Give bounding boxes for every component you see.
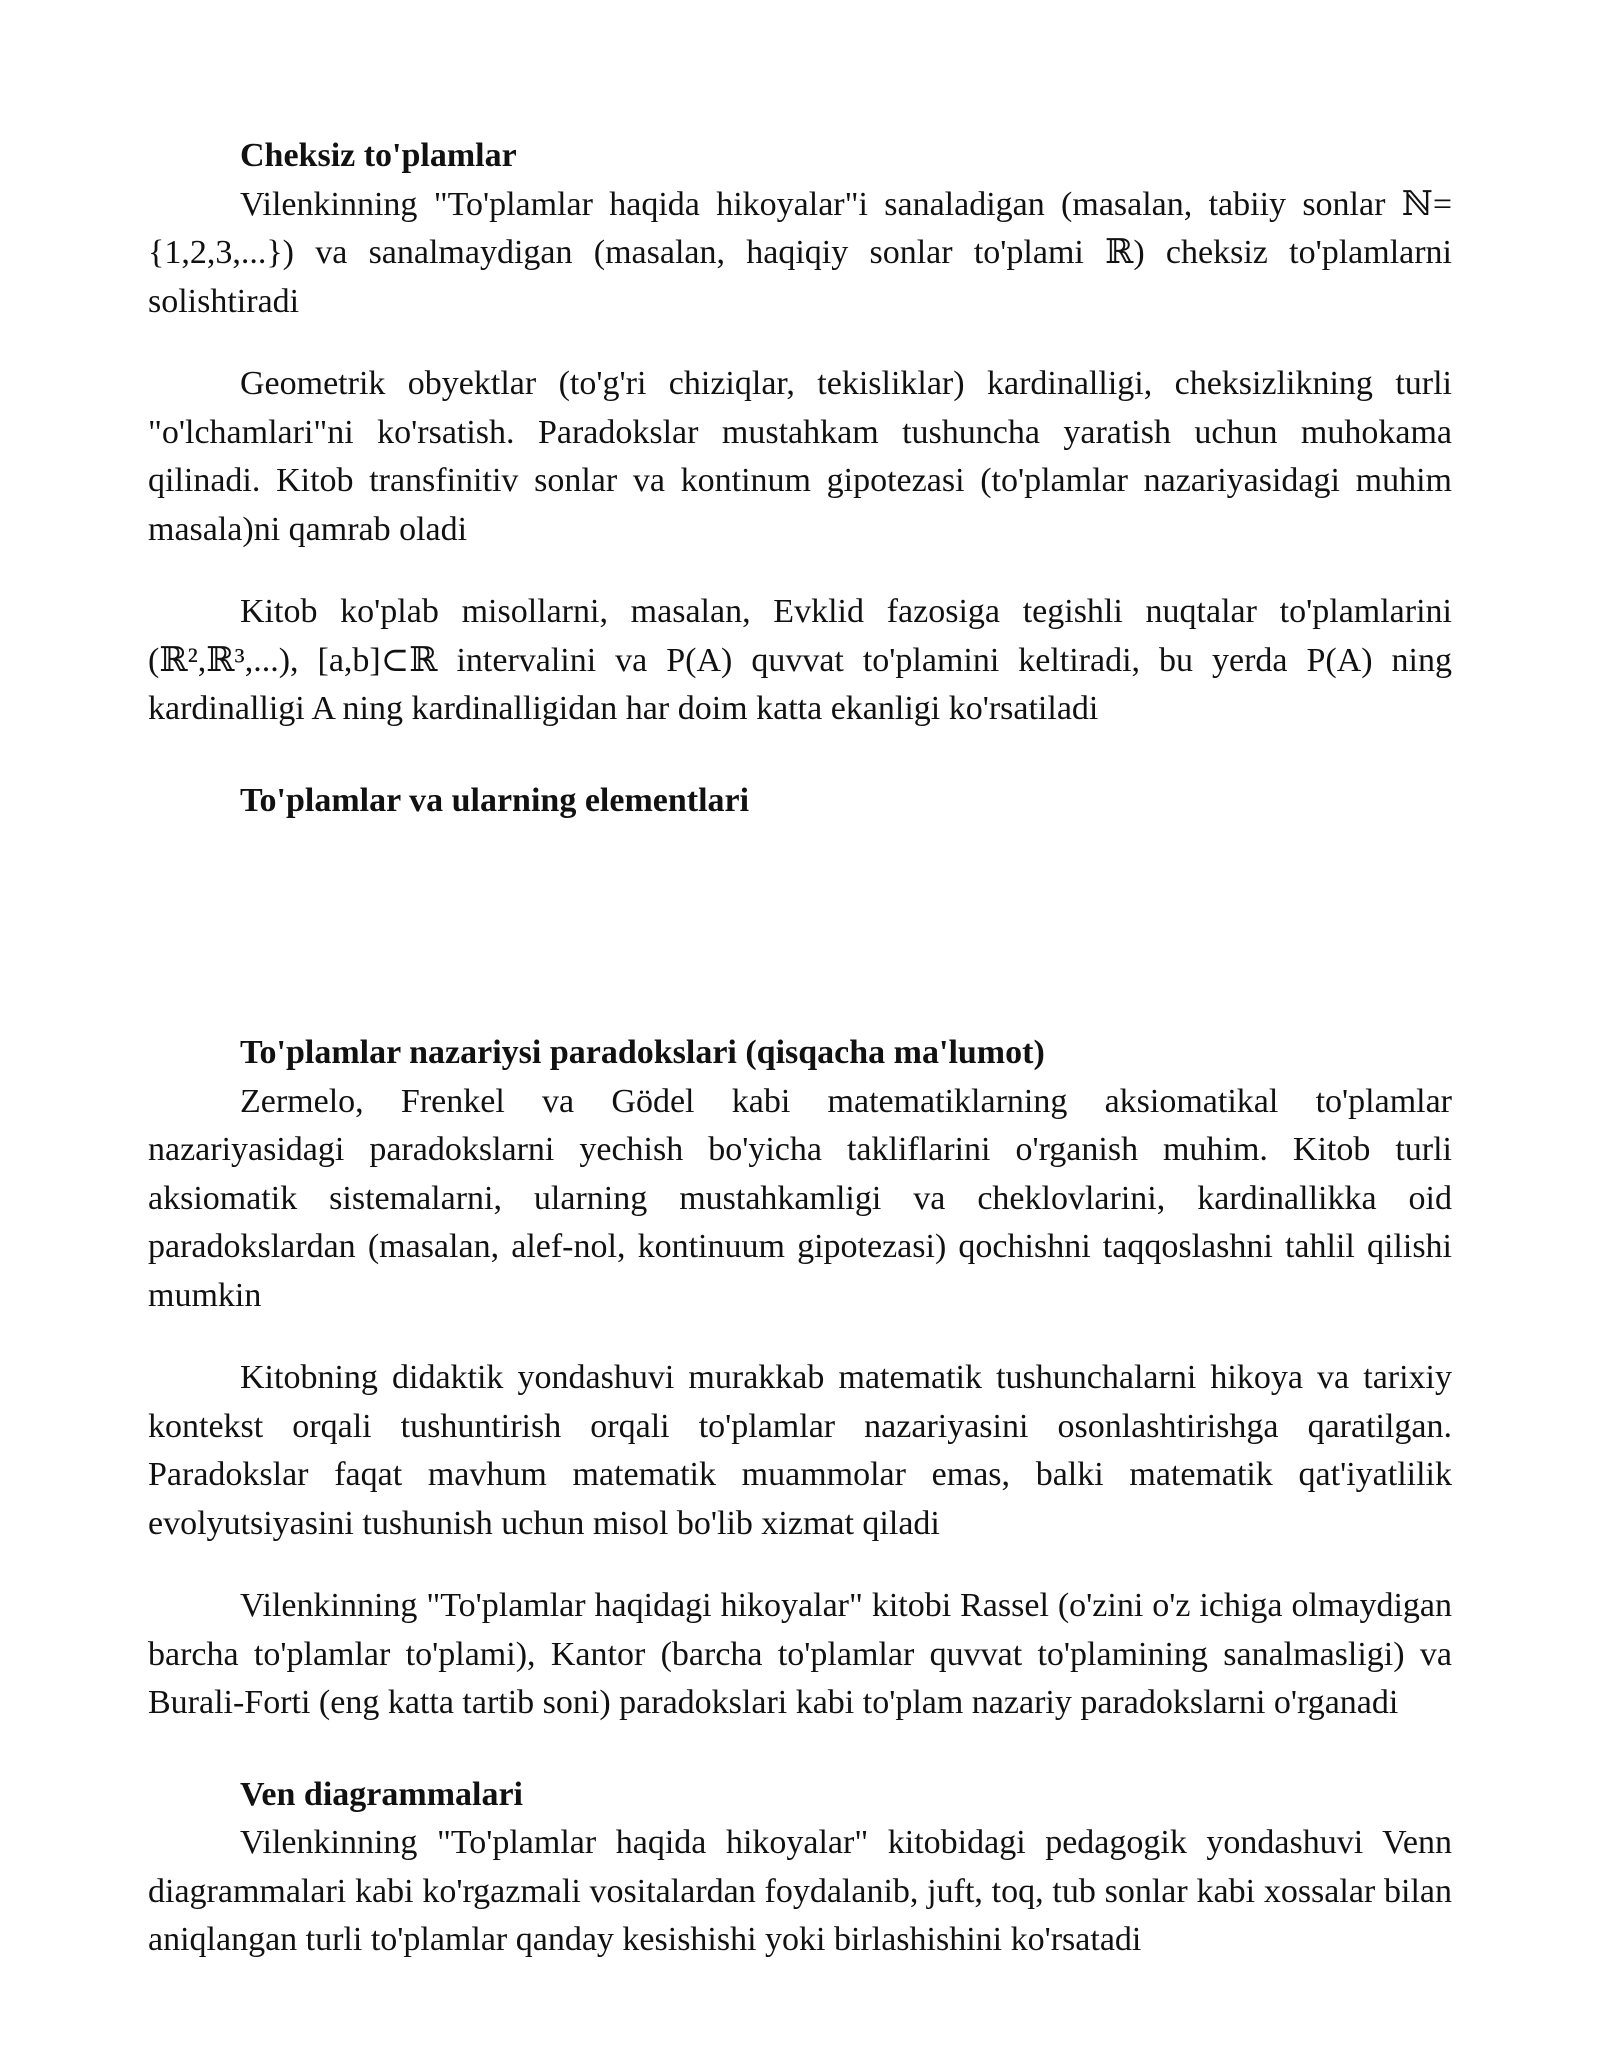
paragraph: Zermelo, Frenkel va Gödel kabi matematiklarning aksiomatikal to'plamlar nazariyasidagi paradokslarni yechish bo'yicha takliflarini o'rganish muhim. Kitob turli aksiomatik sistemalarni, ularning mustahkamligi va cheklovlarini, kardinallikka oid paradokslardan (masalan, alef-nol, kontinuum gipotezasi) qochishni taqqoslashni tahlil qilishi mumkin <box>148 1082 1452 1314</box>
paragraph: Geometrik obyektlar (to'g'ri chiziqlar, tekisliklar) kardinalligi, cheksizlikning turli "o'lchamlari"ni ko'rsatish. Paradokslar mustahkam tushuncha yaratish uchun muhokama qilinadi. Kitob transfinitiv sonlar va kontinum gipotezasi (to'plamlar nazariyasidagi muhim masala)ni qamrab oladi <box>148 365 1452 548</box>
document-page <box>148 132 1452 1965</box>
paragraph: Vilenkinning "To'plamlar haqida hikoyalar" kitobidagi pedagogik yondashuvi Venn diagrammalari kabi ko'rgazmali vositalardan foydalanib, juft, toq, tub sonlar kabi xossalar bilan aniqlangan turli to'plamlar qanday kesishishi yoki birlashishini ko'rsatadi <box>148 1824 1452 1958</box>
section-heading-venn-diagrams: Ven diagrammalari <box>240 1775 524 1813</box>
paragraph: Vilenkinning "To'plamlar haqida hikoyalar"i sanaladigan (masalan, tabiiy sonlar ℕ={1,2,3,...}) va sanalmaydigan (masalan, haqiqiy sonlar to'plami ℝ) cheksiz to'plamlarni solishtiradi <box>148 185 1452 320</box>
section-heading-paradoxes: To'plamlar nazariysi paradokslari (qisqacha ma'lumot) <box>240 1034 1045 1071</box>
paragraph: Vilenkinning "To'plamlar haqidagi hikoyalar" kitobi Rassel (o'zini o'z ichiga olmaydigan barcha to'plamlar to'plami), Kantor (barcha to'plamlar quvvat to'plamining sanalmasligi) va Burali-Forti (eng katta tartib soni) paradokslari kabi to'plam nazariy paradokslarni o'rganadi <box>148 1587 1452 1721</box>
paragraph: Kitob ko'plab misollarni, masalan, Evklid fazosiga tegishli nuqtalar to'plamlarini (ℝ²,ℝ³,...), [a,b]⊂ℝ intervalini va P(A) quvvat to'plamini keltiradi, bu yerda P(A) ning kardinalligi A ning kardinalligidan har doim katta ekanligi ko'rsatiladi <box>148 593 1452 727</box>
section-heading-infinite-sets: Cheksiz to'plamlar <box>240 137 517 174</box>
paragraph: Kitobning didaktik yondashuvi murakkab matematik tushunchalarni hikoya va tarixiy kontekst orqali tushuntirish orqali to'plamlar nazariyasini osonlashtirishga qaratilgan. Paradokslar faqat mavhum matematik muammolar emas, balki matematik qat'iyatlilik evolyutsiyasini tushunish uchun misol bo'lib xizmat qiladi <box>148 1359 1452 1542</box>
section-heading-sets-and-elements: To'plamlar va ularning elementlari <box>240 781 750 819</box>
